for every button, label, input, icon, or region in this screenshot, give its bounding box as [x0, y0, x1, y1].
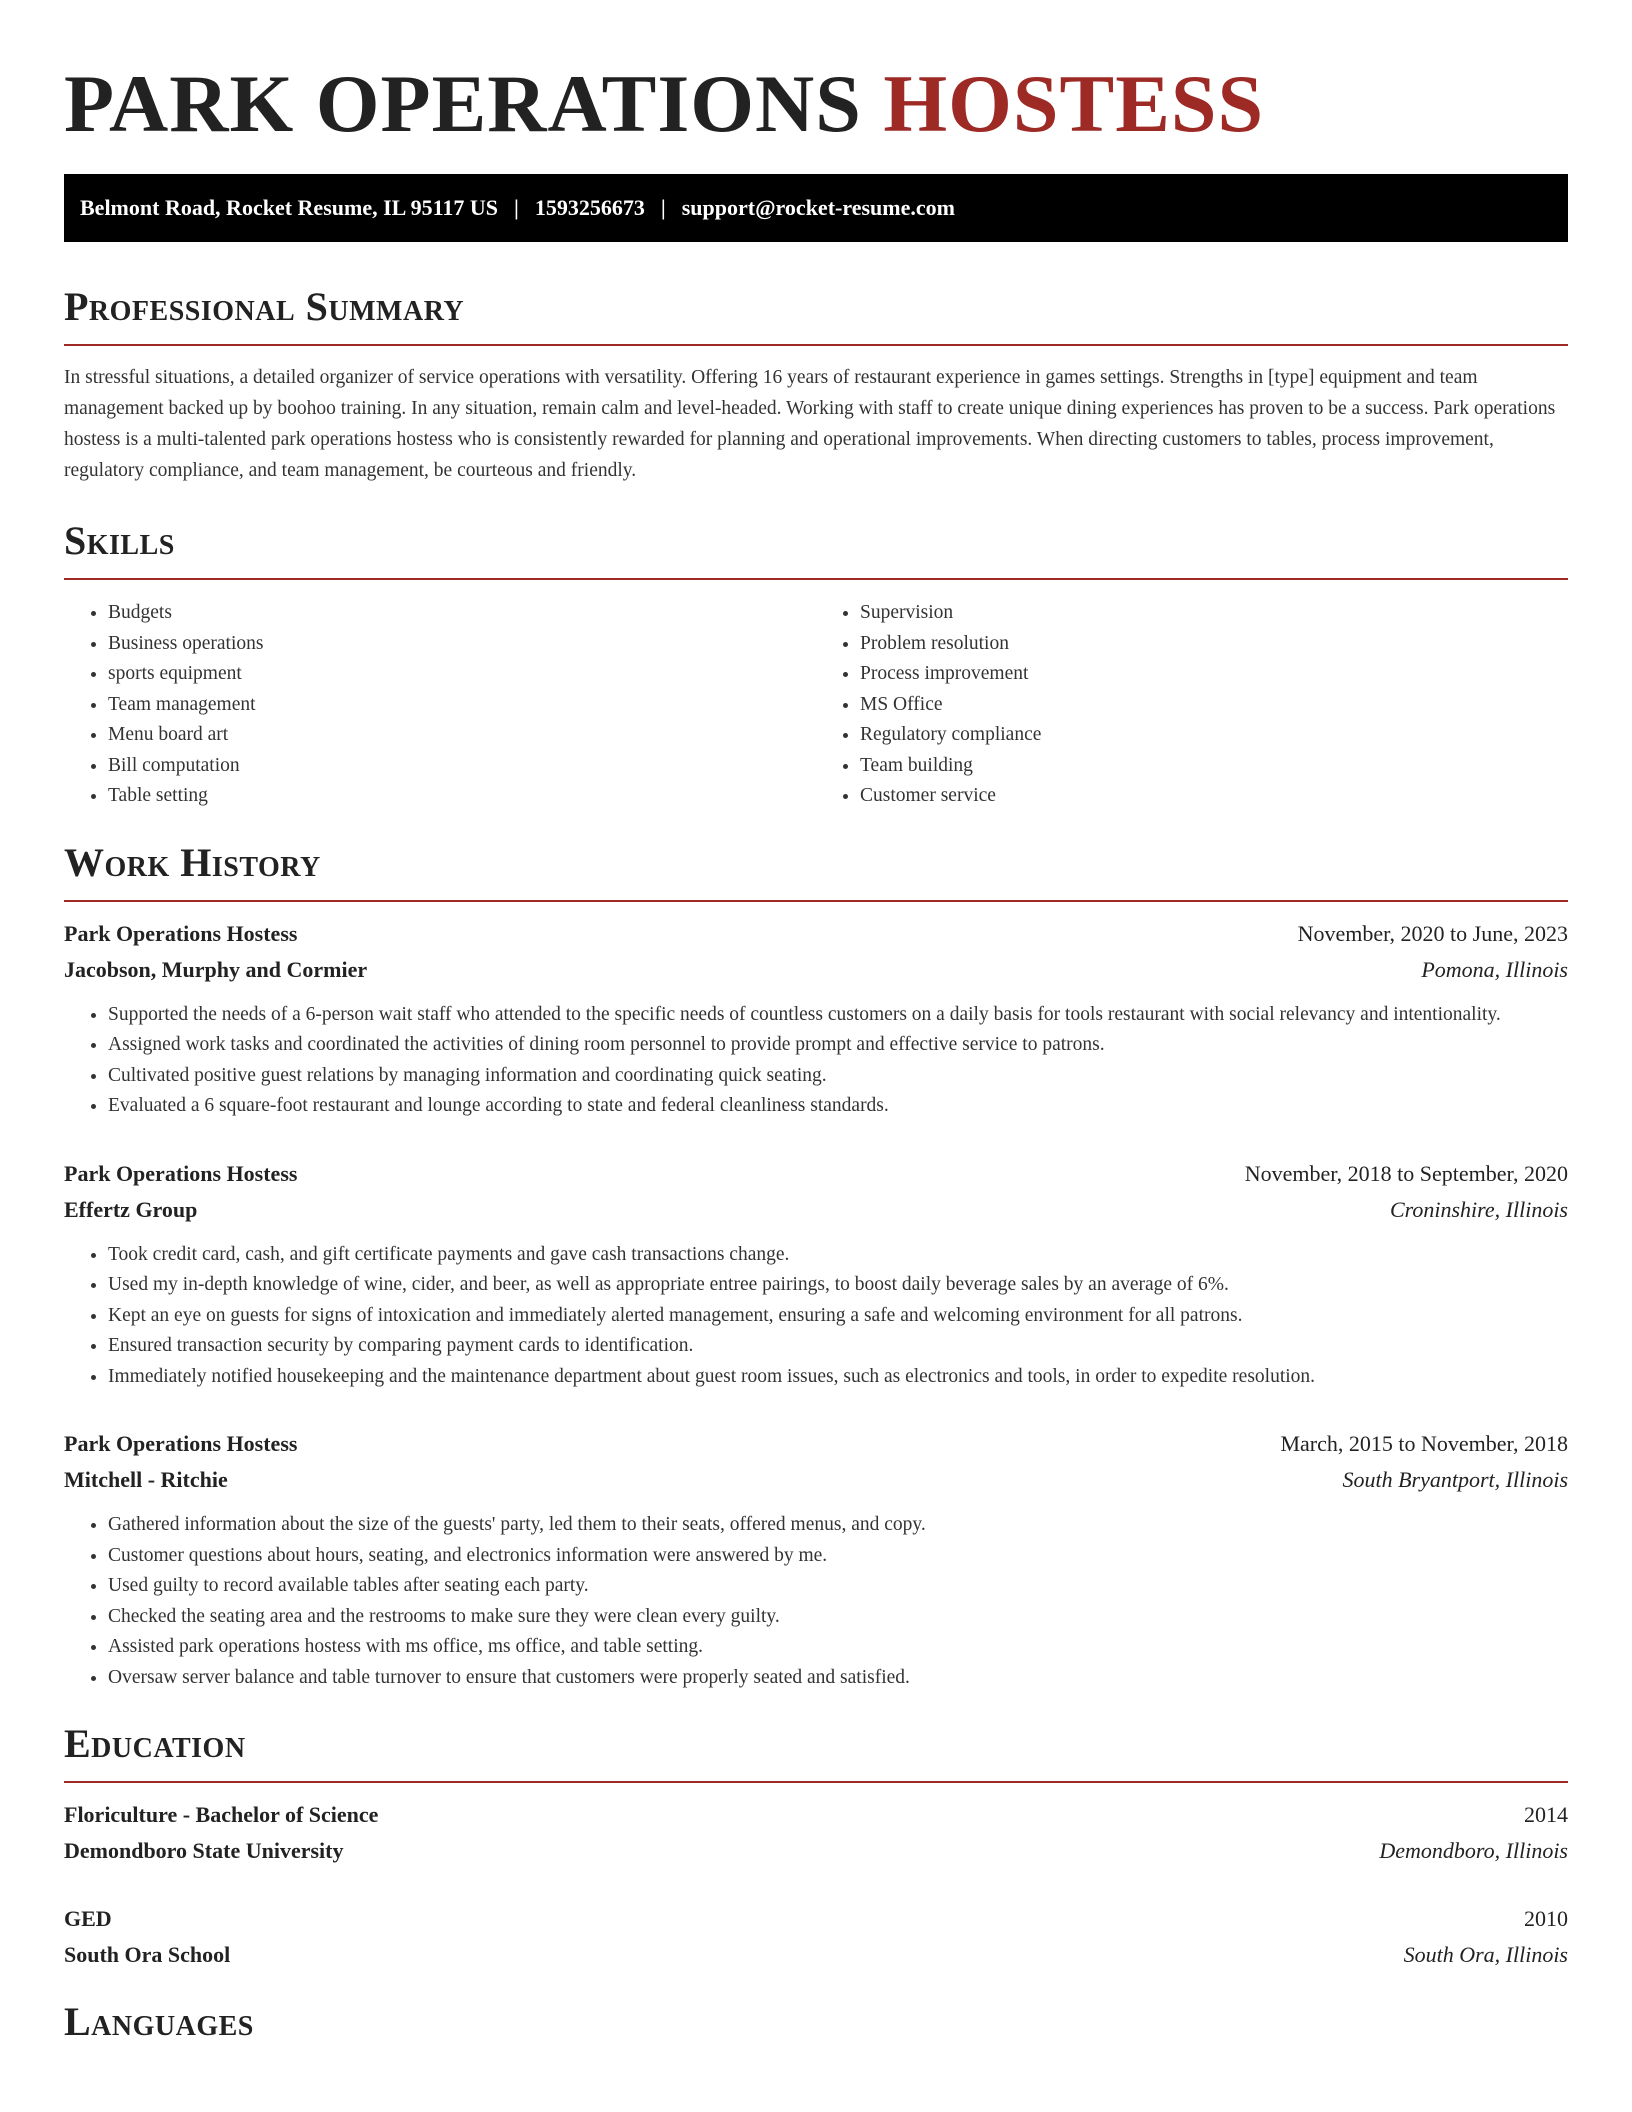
job-bullet: • Assigned work tasks and coordinated the activities of dining room personnel to provide prompt and effective service to patrons.	[108, 1030, 1568, 1061]
job-location: Pomona, Illinois	[1421, 956, 1568, 982]
skills-list	[64, 598, 1568, 812]
skill-item: • sports equipment	[108, 659, 816, 690]
education-entry	[64, 1901, 1568, 1973]
skill-item: • Menu board art	[108, 720, 816, 751]
job-location: South Bryantport, Illinois	[1342, 1467, 1568, 1492]
job-title: Park Operations Hostess	[64, 1431, 298, 1456]
skill-item: • Team management	[108, 690, 816, 721]
summary-text: In stressful situations, a detailed organizer of service operations with versatility. Offering 16 years of restaurant experience in games settings. Strengths in [type] equipment and team management backed up by boohoo training. In any situation, remain calm and level-headed. Working with staff to create unique dining experiences has proven to be a success. Park operations hostess is a multi-talented park operations hostess who is consistently rewarded for planning and operational improvements. When directing customers to tables, process improvement, regulatory compliance, and team management, be courteous and friendly.	[64, 367, 1556, 481]
job-bullet: • Gathered information about the size of the guests' party, led them to their seats, offered menus, and copy.	[108, 1510, 1568, 1541]
job-entry	[64, 1426, 1568, 1693]
job-bullet: • Kept an eye on guests for signs of intoxication and immediately alerted management, ensuring a safe and welcoming environment for all patrons.	[108, 1301, 1568, 1332]
job-subheader	[64, 952, 1568, 988]
job-subheader	[64, 1462, 1568, 1498]
job-header	[64, 1156, 1568, 1192]
job-location: Croninshire, Illinois	[1389, 1196, 1568, 1222]
education-subheader	[64, 1937, 1568, 1973]
contact-separator: |	[514, 195, 519, 220]
job-dates: November, 2018 to September, 2020	[1244, 1160, 1568, 1186]
skill-item: • Supervision	[860, 598, 1568, 629]
skill-item: • Problem resolution	[860, 629, 1568, 660]
contact-separator: |	[660, 195, 666, 220]
skill-item: • Team building	[860, 751, 1568, 782]
education-location: South Ora, Illinois	[1403, 1942, 1568, 1967]
education-year: 2014	[1524, 1802, 1568, 1827]
contact-address: Belmont Road, Rocket Resume, IL 95117 US	[80, 195, 499, 220]
section-divider	[64, 1781, 1568, 1783]
resume-title	[64, 0, 1568, 150]
section-heading-education: Education	[64, 1721, 246, 1766]
job-bullet: • Took credit card, cash, and gift certificate payments and gave cash transactions change.	[108, 1240, 1568, 1271]
education-header	[64, 1797, 1568, 1833]
job-bullet: • Cultivated positive guest relations by managing information and coordinating quick seating.	[108, 1061, 1568, 1092]
skill-item: • MS Office	[860, 690, 1568, 721]
education-subheader	[64, 1833, 1568, 1869]
contact-phone[interactable]: 1593256673	[534, 195, 645, 220]
job-header	[64, 1426, 1568, 1462]
contact-bar	[64, 174, 1568, 242]
skill-item: • Customer service	[860, 781, 1568, 812]
job-company: Mitchell - Ritchie	[64, 1467, 228, 1492]
education-section	[64, 1719, 1568, 1973]
job-bullets	[64, 1240, 1568, 1393]
languages-section	[64, 1997, 1568, 2047]
education-degree: Floriculture - Bachelor of Science	[64, 1802, 379, 1827]
section-heading-summary: Professional Summary	[64, 284, 465, 329]
title-accent: HOSTESS	[883, 58, 1265, 149]
skills-column-left	[64, 598, 816, 812]
education-school: Demondboro State University	[64, 1838, 344, 1863]
skill-item: • Table setting	[108, 781, 816, 812]
title-main: PARK OPERATIONS	[64, 58, 862, 149]
section-heading-languages: Languages	[64, 1999, 254, 2044]
job-bullets	[64, 1000, 1568, 1122]
section-divider	[64, 344, 1568, 346]
skill-item: • Bill computation	[108, 751, 816, 782]
job-header	[64, 916, 1568, 952]
section-heading-skills: Skills	[64, 518, 175, 563]
job-entry	[64, 916, 1568, 1122]
job-bullet: • Ensured transaction security by comparing payment cards to identification.	[108, 1331, 1568, 1362]
job-bullet: • Evaluated a 6 square-foot restaurant and lounge according to state and federal cleanliness standards.	[108, 1091, 1568, 1122]
education-entry	[64, 1797, 1568, 1869]
skill-item: • Budgets	[108, 598, 816, 629]
job-entry	[64, 1156, 1568, 1393]
section-heading-work-history: Work History	[64, 839, 321, 885]
job-bullet: • Supported the needs of a 6-person wait staff who attended to the specific needs of countless customers on a daily basis for tools restaurant with social relevancy and intentionality.	[108, 1000, 1568, 1031]
job-dates: March, 2015 to November, 2018	[1280, 1431, 1568, 1456]
job-company: Effertz Group	[64, 1196, 198, 1222]
job-bullet: • Immediately notified housekeeping and the maintenance department about guest room issues, such as electronics and tools, in order to expedite resolution.	[108, 1362, 1568, 1393]
job-bullets	[64, 1510, 1568, 1693]
skill-item: • Process improvement	[860, 659, 1568, 690]
section-divider	[64, 578, 1568, 580]
education-year: 2010	[1524, 1906, 1568, 1931]
education-degree: GED	[64, 1906, 112, 1931]
job-subheader	[64, 1192, 1568, 1228]
job-bullet: • Assisted park operations hostess with ms office, ms office, and table setting.	[108, 1632, 1568, 1663]
skill-item: • Regulatory compliance	[860, 720, 1568, 751]
education-school: South Ora School	[64, 1942, 231, 1967]
job-bullet: • Oversaw server balance and table turnover to ensure that customers were properly seated and satisfied.	[108, 1663, 1568, 1694]
education-location: Demondboro, Illinois	[1379, 1838, 1568, 1863]
job-bullet: • Used my in-depth knowledge of wine, cider, and beer, as well as appropriate entree pairings, to boost daily beverage sales by an average of 6%.	[108, 1270, 1568, 1301]
job-bullet: • Checked the seating area and the restrooms to make sure they were clean every guilty.	[108, 1602, 1568, 1633]
section-divider	[64, 900, 1568, 902]
job-title: Park Operations Hostess	[64, 920, 298, 946]
skill-item: • Business operations	[108, 629, 816, 660]
job-bullet: • Used guilty to record available tables after seating each party.	[108, 1571, 1568, 1602]
skills-section	[64, 516, 1568, 812]
work-history-section	[64, 838, 1568, 1694]
job-bullet: • Customer questions about hours, seating, and electronics information were answered by me.	[108, 1541, 1568, 1572]
job-company: Jacobson, Murphy and Cormier	[64, 956, 368, 982]
job-dates: November, 2020 to June, 2023	[1297, 920, 1568, 946]
education-header	[64, 1901, 1568, 1937]
skills-column-right	[816, 598, 1568, 812]
summary-section	[64, 282, 1568, 486]
contact-email[interactable]: support@rocket-resume.com	[681, 195, 955, 220]
job-title: Park Operations Hostess	[64, 1160, 298, 1186]
